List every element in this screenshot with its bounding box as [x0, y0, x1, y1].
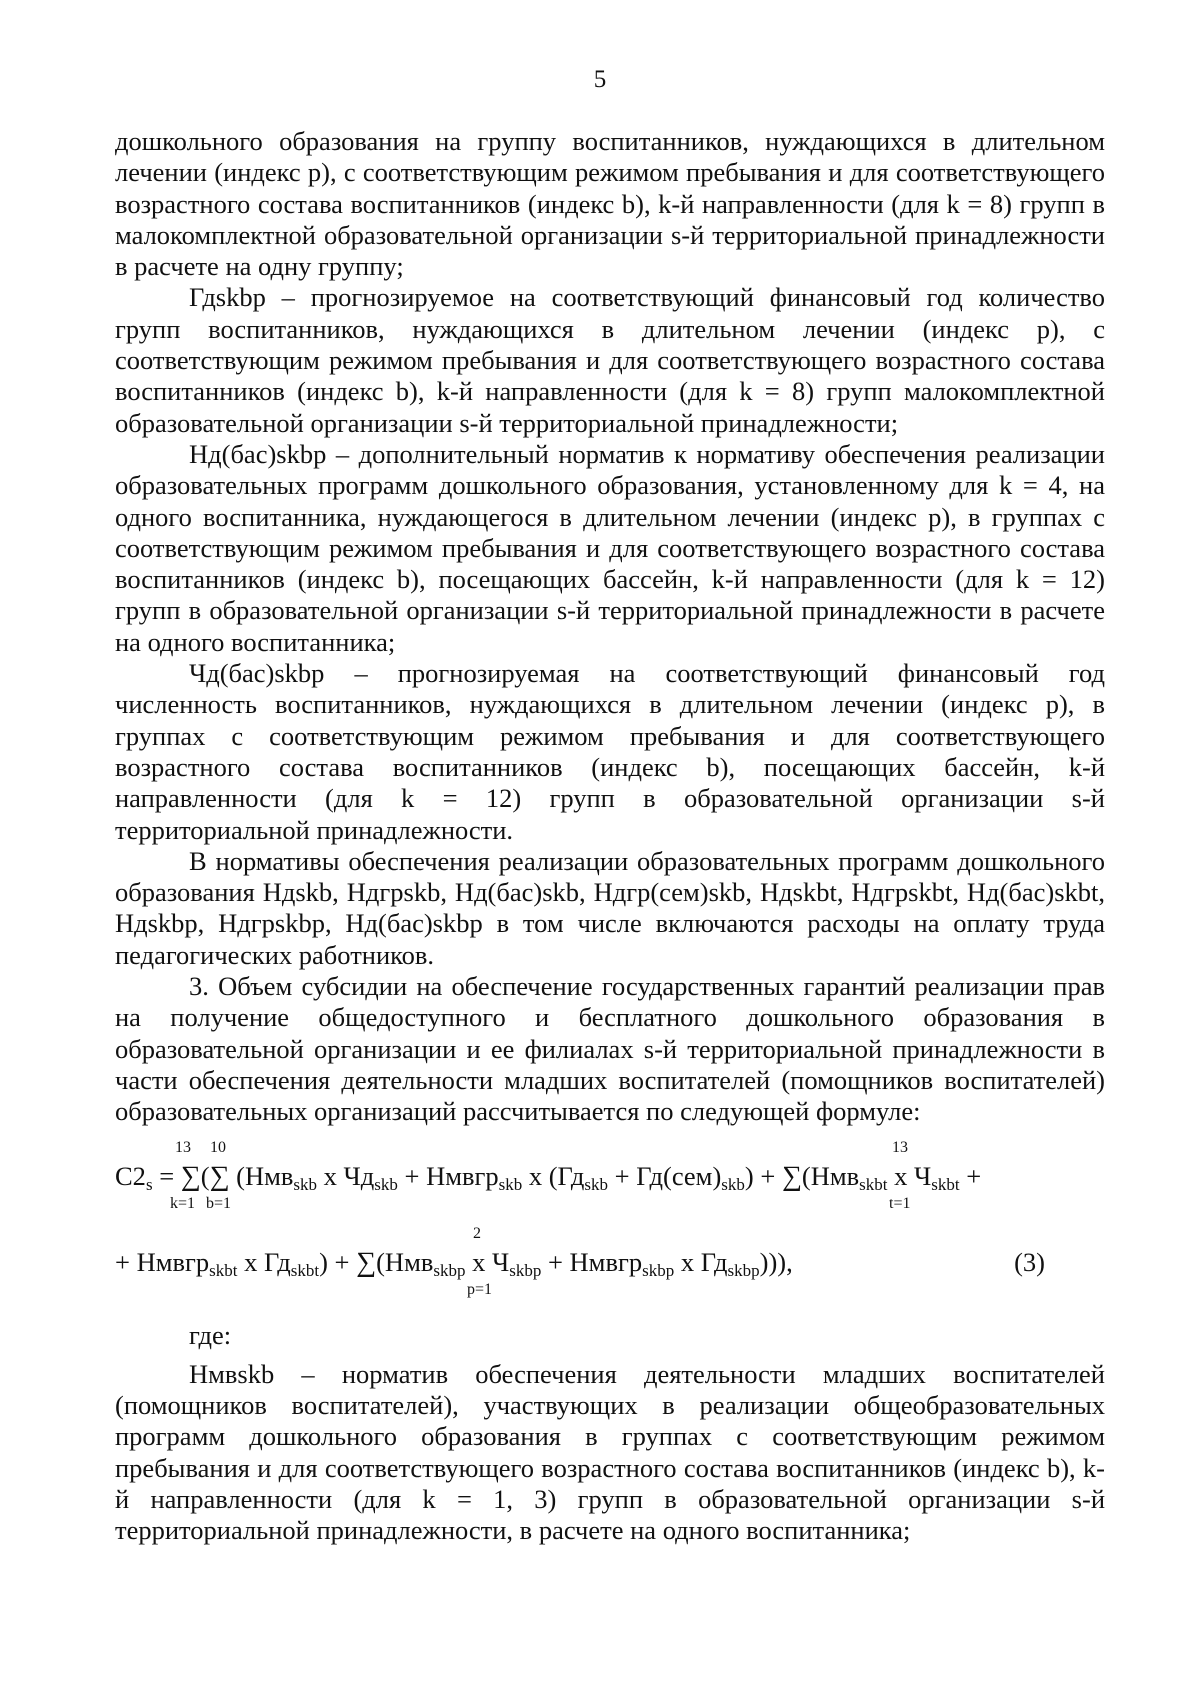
- term-sub: skbp: [509, 1260, 542, 1280]
- term: + Гд(сем): [608, 1160, 722, 1191]
- term-sub: skbt: [290, 1260, 320, 1280]
- term-sub: skb: [721, 1174, 745, 1194]
- formula-line-1: [115, 1161, 981, 1192]
- sum-b-upper: 10: [210, 1138, 226, 1156]
- term-sub: skb: [498, 1174, 523, 1194]
- sum-t-lower: t=1: [889, 1194, 911, 1212]
- paragraph-normatives: В нормативы обеспечения реализации образовательных программ дошкольного образования Ндskb, Ндгрskb, Нд(бас)skb, Ндгр(сем)skb, Ндskbt, Ндгрskbt, Нд(бас)skbt, Ндskbp, Ндгрskbp, Нд(бас)skbp в том числе включаются расходы на оплату труда педагогических работников.: [115, 845, 1105, 970]
- where-label: где:: [189, 1319, 232, 1350]
- term-sub: skbp: [433, 1260, 466, 1280]
- sum-k-upper: 13: [175, 1138, 191, 1156]
- sum-k-lower: k=1: [170, 1194, 196, 1212]
- sigma-b: ∑: [209, 1160, 230, 1192]
- term: х (Гд: [522, 1160, 585, 1191]
- formula-line-2: [115, 1247, 793, 1278]
- term: ) +: [319, 1246, 357, 1277]
- page-number: 5: [593, 66, 607, 93]
- term: + Нмвгр: [541, 1246, 643, 1277]
- sum-p-upper: 2: [473, 1224, 481, 1242]
- term-sub: skbt: [209, 1260, 238, 1280]
- formula-lhs: C2: [115, 1160, 146, 1191]
- term: (Нмв: [236, 1160, 294, 1191]
- formula-eq: =: [159, 1160, 175, 1191]
- formula-number: (3): [1014, 1246, 1045, 1277]
- sigma-t: ∑: [781, 1160, 802, 1192]
- term-sub: skb: [584, 1174, 608, 1194]
- paragraph-chd-bas-skbp: Чд(бас)skbp – прогнозируемая на соответствующий финансовый год численность воспитанников, нуждающихся в длительном лечении (индекс р), в группах с соответствующим режимом пребывания и для соответствующего возрастного состава воспитанников (индекс b), посещающих бассейн, k-й направленности (для k = 12) групп в образовательной организации s-й территориальной принадлежности.: [115, 658, 1105, 845]
- paragraph-item-3: 3. Объем субсидии на обеспечение государственных гарантий реализации прав на получение общедоступного и бесплатного дошкольного образования в образовательной организации и ее филиалах s-й территориальной принадлежности в части обеспечения деятельности младших воспитателей (помощников воспитателей) образовательных организаций рассчитывается по следующей формуле:: [115, 971, 1105, 1127]
- paren-open: (: [200, 1160, 210, 1191]
- term-sub: skbt: [931, 1174, 960, 1194]
- paragraph-nmvskb: Нмвskb – норматив обеспечения деятельности младших воспитателей (помощников воспитателей), участвующих в реализации общеобразовательных программ дошкольного образования в группах с соответствующим режимом пребывания и для соответствующего возрастного состава воспитанников (индекс b), k-й направленности (для k = 1, 3) групп в образовательной организации s-й территориальной принадлежности, в расчете на одного воспитанника;: [115, 1358, 1105, 1546]
- term: х Чд: [317, 1160, 375, 1191]
- term: + Нмвгр: [397, 1160, 499, 1191]
- term: (Нмв: [376, 1246, 434, 1277]
- term: х Гд: [237, 1246, 291, 1277]
- term: + Нмвгр: [115, 1246, 210, 1277]
- paragraph-nd-bas-skbp: Нд(бас)skbp – дополнительный норматив к нормативу обеспечения реализации образовательных программ дошкольного образования, установленному для k = 4, на одного воспитанника, нуждающегося в длительном лечении (индекс р), в группах с соответствующим режимом пребывания и для соответствующего возрастного состава воспитанников (индекс b), посещающих бассейн, k-й направленности (для k = 12) групп в образовательной организации s-й территориальной принадлежности в расчете на одного воспитанника;: [115, 438, 1105, 657]
- formula-3: [115, 1128, 1105, 1300]
- sigma-p: ∑: [356, 1246, 377, 1278]
- term-sub: skbt: [859, 1174, 888, 1194]
- term: +: [959, 1160, 982, 1191]
- term-sub: skb: [293, 1174, 318, 1194]
- sum-b-lower: b=1: [206, 1194, 232, 1212]
- term: х Гд: [674, 1246, 728, 1277]
- paragraph-gdskbp: Гдskbp – прогнозируемое на соответствующий финансовый год количество групп воспитанников, нуждающихся в длительном лечении (индекс р), с соответствующим режимом пребывания и для соответствующего возрастного состава воспитанников (индекс b), k-й направленности (для k = 8) групп малокомплектной образовательной организации s-й территориальной принадлежности;: [115, 282, 1105, 438]
- term: х Ч: [465, 1246, 510, 1277]
- document-body: [115, 126, 1105, 1547]
- term: ))),: [759, 1246, 793, 1277]
- term-sub: skb: [374, 1174, 398, 1194]
- paragraph-continuation: дошкольного образования на группу воспитанников, нуждающихся в длительном лечении (индекс р), с соответствующим режимом пребывания и для соответствующего возрастного состава воспитанников (индекс b), k-й направленности (для k = 8) групп в малокомплектной образовательной организации s-й территориальной принадлежности в расчете на одну группу;: [115, 126, 1105, 282]
- sum-t-upper: 13: [892, 1138, 908, 1156]
- sigma-k: ∑: [180, 1160, 201, 1192]
- formula-lhs-sub: s: [145, 1174, 153, 1194]
- sum-p-lower: p=1: [467, 1280, 493, 1298]
- term: (Нмв: [801, 1160, 860, 1191]
- term-sub: skbp: [727, 1260, 760, 1280]
- term-sub: skbp: [642, 1260, 675, 1280]
- term: х Ч: [887, 1160, 932, 1191]
- term: ) +: [744, 1160, 782, 1191]
